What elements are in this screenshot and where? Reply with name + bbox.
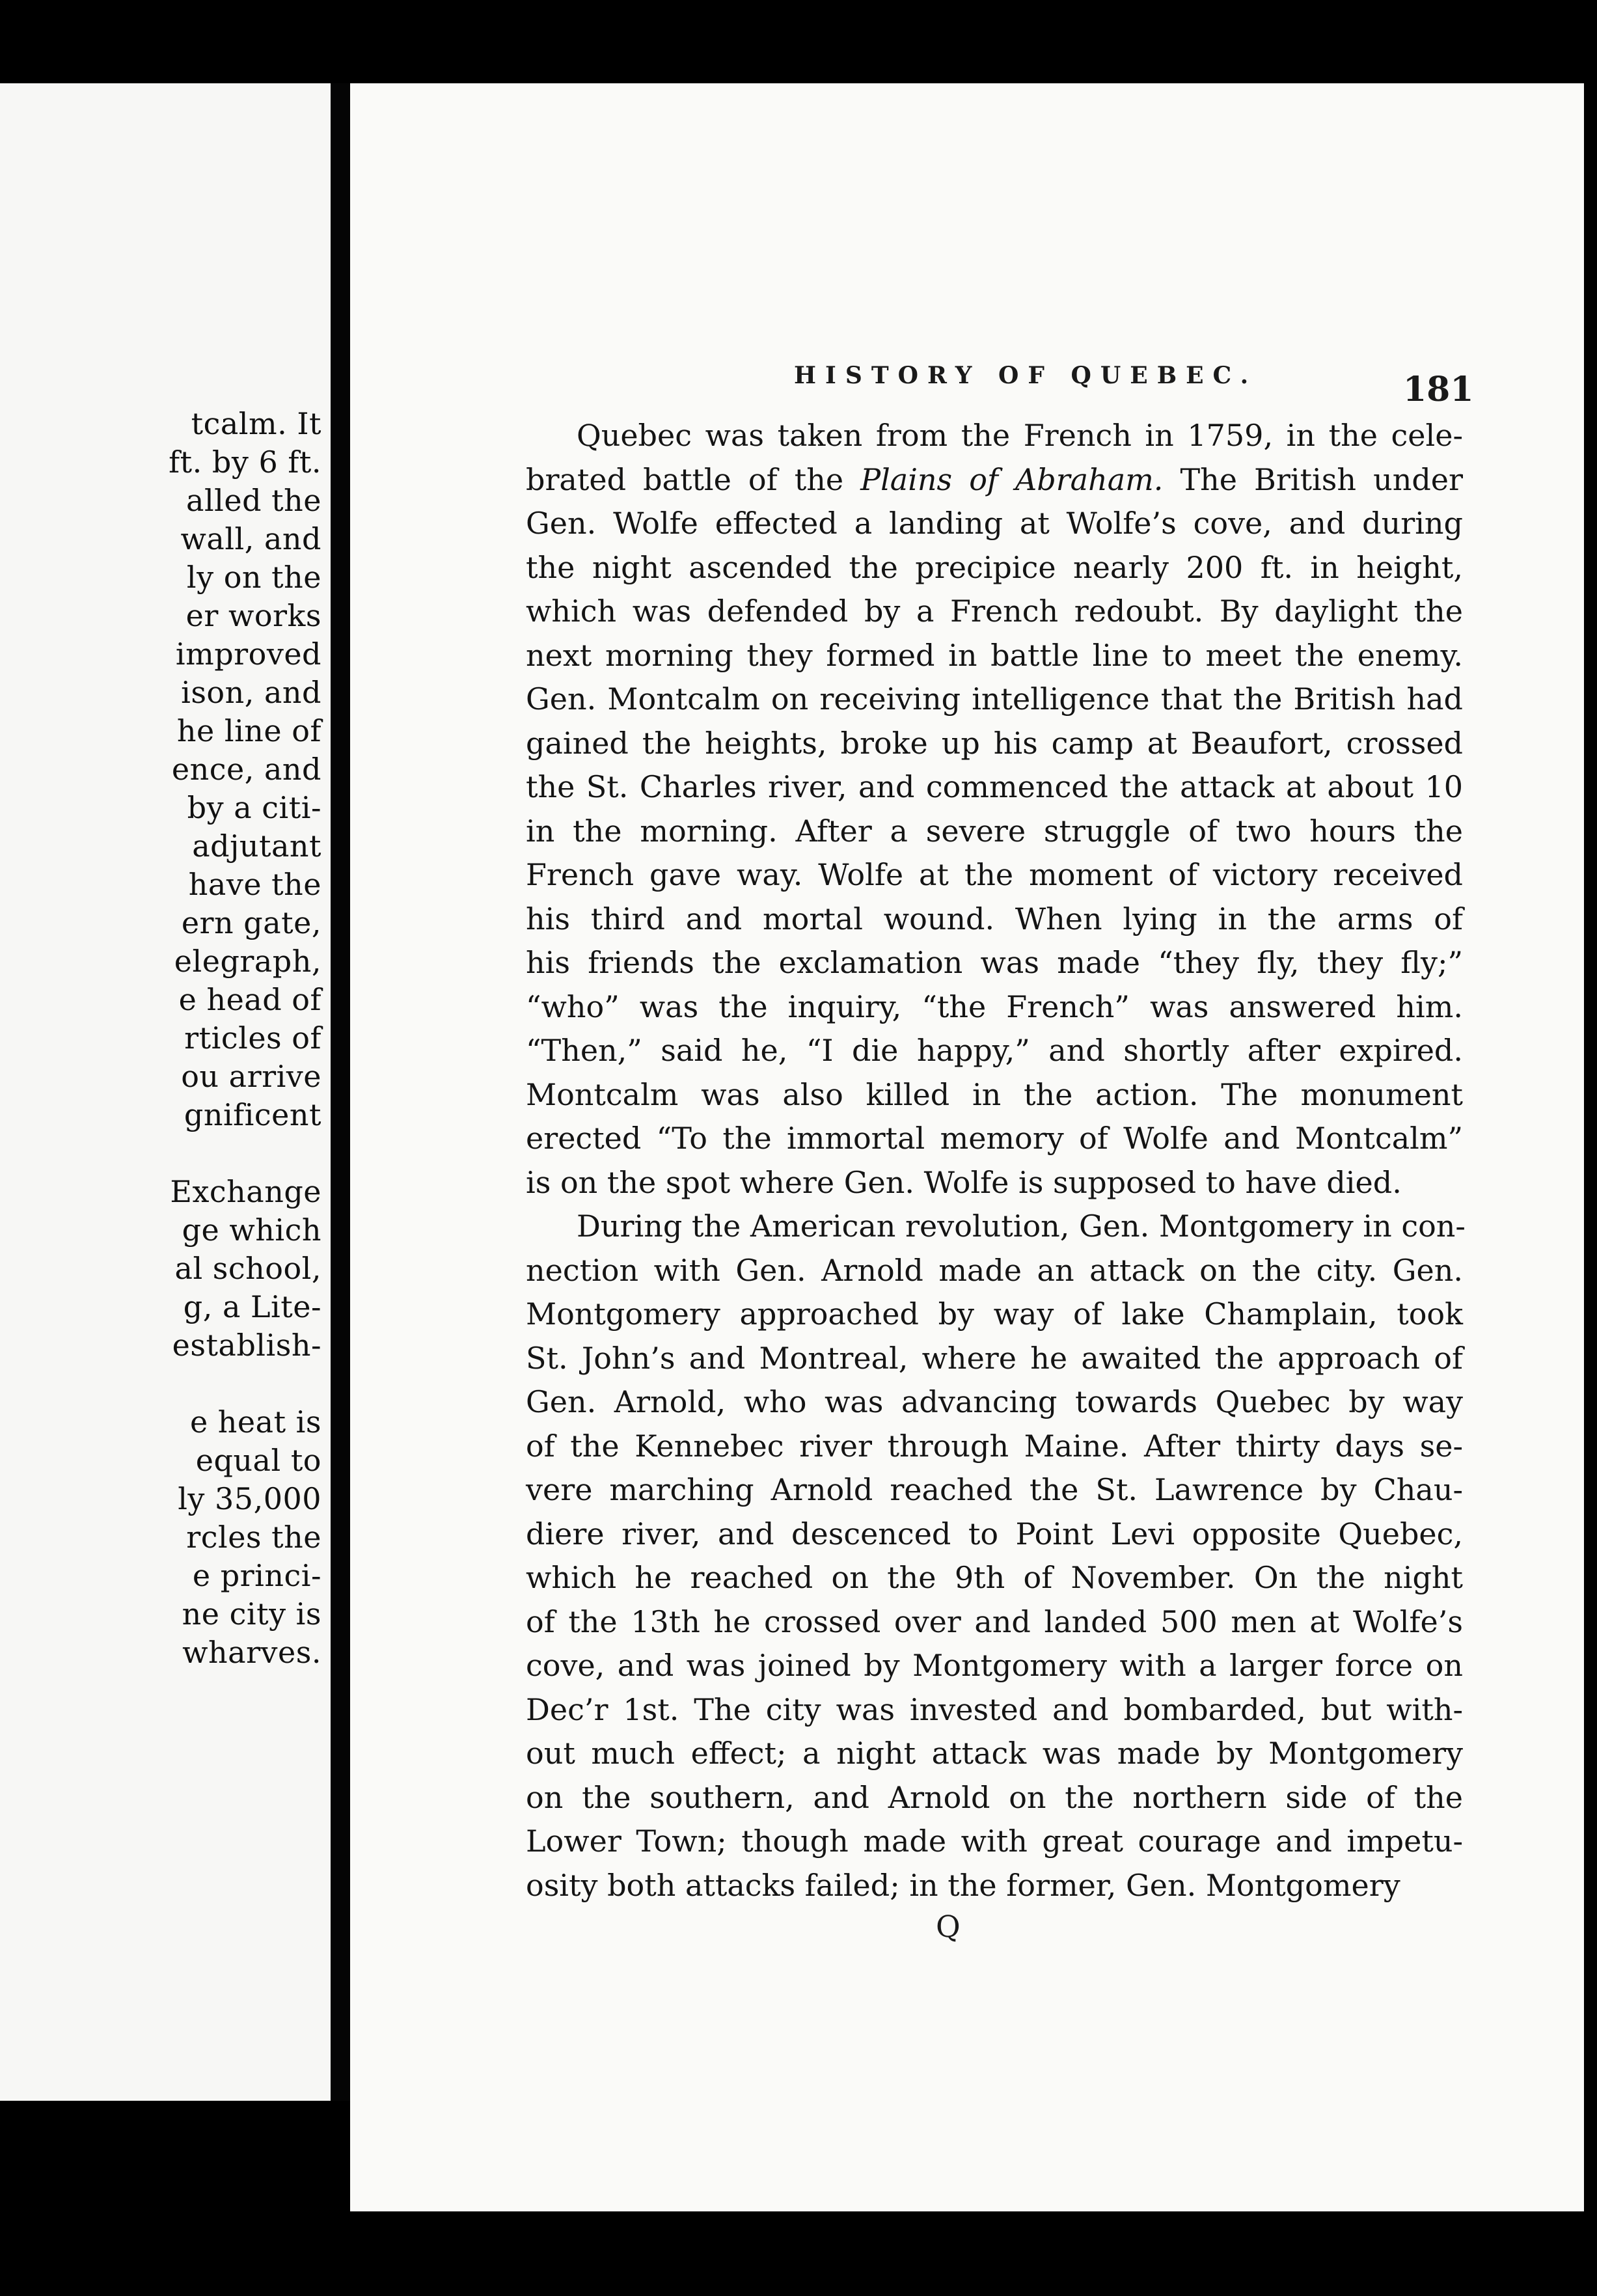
text-line: the St. Charles river, and commenced the attack at about 10 (526, 769, 1463, 804)
text-line: Quebec was taken from the French in 1759, in the cele- (577, 418, 1463, 453)
text-line: gained the heights, broke up his camp at Beaufort, crossed (526, 725, 1463, 761)
text-line (526, 458, 1463, 502)
text-line: vere marching Arnold reached the St. Lawrence by Chau- (526, 1472, 1463, 1507)
book-gutter (331, 83, 350, 2101)
text-line: French gave way. Wolfe at the moment of victory received (526, 857, 1463, 892)
text-line: which was defended by a French redoubt. By daylight the (526, 594, 1463, 629)
text-line: osity both attacks failed; in the former, Gen. Montgomery (526, 1867, 1400, 1903)
left-page-line: ft. by 6 ft. (169, 444, 321, 480)
text-line: Montcalm was also killed in the action. The monument (526, 1076, 1463, 1112)
page-number: 181 (1403, 370, 1474, 409)
text-line: nection with Gen. Arnold made an attack on the city. Gen. (526, 1252, 1463, 1288)
text-line: cove, and was joined by Montgomery with a larger force on (526, 1648, 1463, 1683)
text-line: erected “To the immortal memory of Wolfe and Montcalm” (526, 1121, 1463, 1156)
left-page-line: ge which (182, 1212, 321, 1248)
text-line: the night ascended the precipice nearly 200 ft. in height, (526, 549, 1463, 585)
running-header: HISTORY OF QUEBEC. (794, 362, 1258, 389)
text-line: Lower Town; though made with great courage and impetu- (526, 1824, 1463, 1859)
text-line: Gen. Montcalm on receiving intelligence that the British had (526, 681, 1463, 717)
left-page-line: ne city is (182, 1596, 321, 1632)
text-line: “Then,” said he, “I die happy,” and shortly after expired. (526, 1033, 1463, 1068)
left-page-line: ern gate, (181, 905, 321, 940)
left-page-line: by a citi- (187, 790, 321, 825)
text-line: diere river, and descenced to Point Levi opposite Quebec, (526, 1516, 1463, 1551)
text-line: Dec’r 1st. The city was invested and bombarded, but with- (526, 1691, 1463, 1727)
text-line: his friends the exclamation was made “they fly, they fly;” (526, 945, 1463, 980)
left-page-line: wharves. (182, 1635, 321, 1670)
text-line: of the Kennebec river through Maine. After thirty days se- (526, 1428, 1463, 1464)
left-page-line: rcles the (186, 1520, 321, 1555)
left-page-line: have the (188, 867, 321, 902)
left-page-line: adjutant (192, 828, 321, 864)
text-line: Gen. Wolfe effected a landing at Wolfe’s cove, and during (526, 506, 1463, 541)
text-line: “who” was the inquiry, “the French” was answered him. (526, 989, 1463, 1024)
left-page-line: al school, (174, 1251, 321, 1286)
left-page-line: e heat is (189, 1404, 321, 1440)
text-line: St. John’s and Montreal, where he awaited the approach of (526, 1340, 1463, 1376)
text-line: is on the spot where Gen. Wolfe is supposed to have died. (526, 1164, 1402, 1200)
text-line: During the American revolution, Gen. Montgomery in con- (577, 1209, 1466, 1244)
left-page-line: wall, and (180, 521, 321, 556)
left-page-line: ou arrive (181, 1059, 321, 1094)
text-line: on the southern, and Arnold on the northern side of the (526, 1779, 1463, 1815)
left-page-line: ence, and (171, 752, 321, 787)
left-page-line: he line of (176, 713, 321, 748)
text-line: his third and mortal wound. When lying in the arms of (526, 901, 1463, 936)
text-line: which he reached on the 9th of November. On the night (526, 1560, 1463, 1595)
left-page-line: establish- (172, 1328, 321, 1363)
text-line: Gen. Arnold, who was advancing towards Quebec by way (526, 1384, 1463, 1419)
left-page-line: ly 35,000 (178, 1481, 321, 1516)
left-page-line: g, a Lite- (183, 1289, 321, 1324)
body-text (526, 414, 1466, 1907)
text-segment: The British under (1163, 461, 1463, 497)
text-line: Montgomery approached by way of lake Champlain, took (526, 1296, 1463, 1332)
left-page-line: gnificent (184, 1097, 321, 1132)
text-segment: brated battle of the (526, 461, 861, 497)
left-page-line: Exchange (170, 1174, 321, 1209)
text-line: next morning they formed in battle line to meet the enemy. (526, 637, 1463, 673)
italic-title: Plains of Abraham. (860, 461, 1164, 497)
left-page-line: ly on the (186, 560, 321, 595)
left-page-line: rticles of (184, 1020, 321, 1056)
left-page-line: alled the (186, 483, 321, 518)
signature-mark: Q (936, 1909, 961, 1944)
left-page-line: improved (175, 636, 321, 672)
left-page-fragment (0, 83, 331, 2101)
left-page-line: e head of (178, 982, 321, 1017)
left-page-line: er works (185, 598, 321, 633)
left-page-line: tcalm. It (191, 406, 321, 441)
left-page-line: ison, and (181, 675, 321, 710)
right-page (350, 83, 1584, 2211)
text-line: in the morning. After a severe struggle of two hours the (526, 813, 1463, 849)
left-page-line: e princi- (192, 1558, 321, 1593)
left-page-line: equal to (195, 1443, 321, 1478)
text-line: of the 13th he crossed over and landed 500 men at Wolfe’s (526, 1604, 1463, 1639)
left-page-line: elegraph, (174, 944, 321, 979)
text-line: out much effect; a night attack was made by Montgomery (526, 1736, 1463, 1771)
